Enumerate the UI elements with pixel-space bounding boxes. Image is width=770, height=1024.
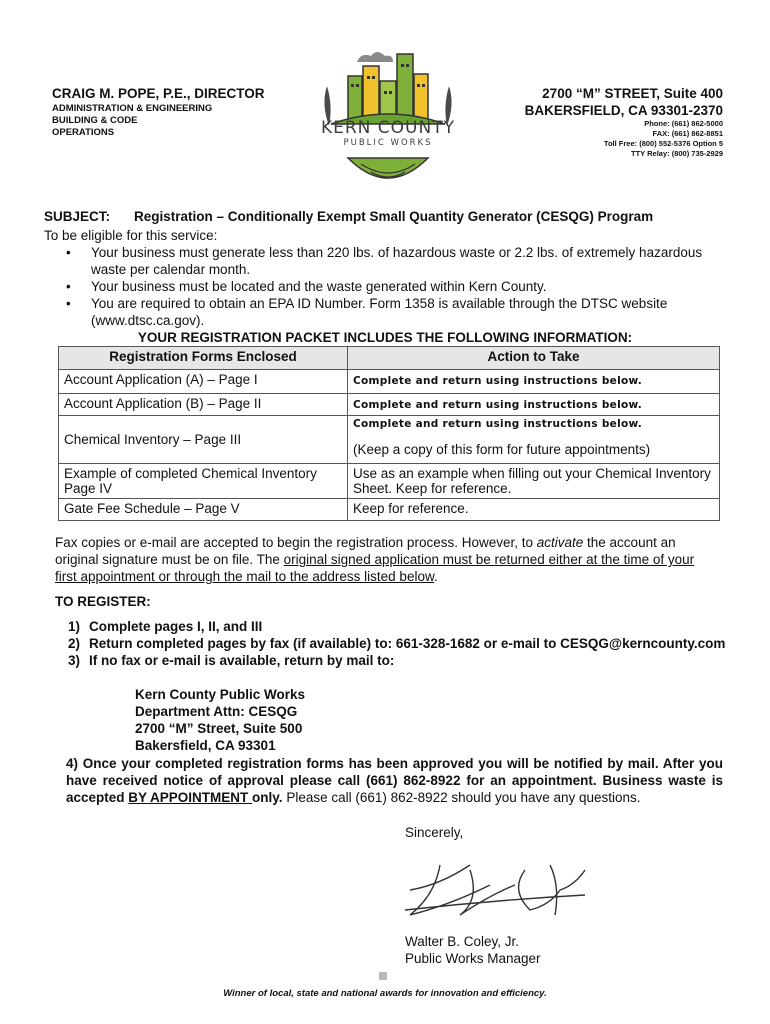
table-row <box>59 499 720 521</box>
steps-list <box>55 618 735 669</box>
list-item: • You are required to obtain an EPA ID Number. Form 1358 is available through the DTSC website (www.dtsc.ca.gov). <box>44 295 734 329</box>
logo-subtitle: PUBLIC WORKS <box>343 138 433 148</box>
list-item <box>55 635 735 652</box>
step4-bold-end: only. <box>252 790 283 805</box>
step-number: 1) <box>68 619 81 634</box>
action-bold: Complete and return using instructions below. <box>353 399 643 411</box>
eligibility-intro: To be eligible for this service: <box>44 228 218 243</box>
signature-image <box>400 850 600 930</box>
eligibility-list <box>44 244 734 329</box>
step4-plain: Please call (661) 862-8922 should you have any questions. <box>282 790 641 805</box>
dept-line: ADMINISTRATION & ENGINEERING <box>52 103 213 114</box>
action-text: (Keep a copy of this form for future appointments) <box>353 442 651 457</box>
list-item: • Your business must generate less than 220 lbs. of hazardous waste or 2.2 lbs. of extremely hazardous waste per calendar month. <box>44 244 734 278</box>
list-item: • Your business must be located and the waste generated within Kern County. <box>44 278 734 295</box>
action-cell <box>348 394 720 416</box>
address-line-2: BAKERSFIELD, CA 93301-2370 <box>524 103 723 118</box>
mail-line: Bakersfield, CA 93301 <box>135 738 276 753</box>
fax-note-italic: activate <box>536 535 584 550</box>
column-header: Action to Take <box>348 347 720 370</box>
kern-county-logo <box>313 46 463 191</box>
step-text: If no fax or e-mail is available, return by mail to: <box>89 653 395 668</box>
eligibility-section <box>44 227 734 329</box>
signer-name: Walter B. Coley, Jr. <box>405 934 520 949</box>
subject-label: SUBJECT: <box>44 209 111 224</box>
action-cell <box>348 416 720 464</box>
mail-line: 2700 “M” Street, Suite 500 <box>135 721 303 736</box>
step-text: Return completed pages by fax (if available) to: 661-328-1682 or e-mail to CESQG@kerncounty.com <box>89 636 726 651</box>
packet-title: YOUR REGISTRATION PACKET INCLUDES THE FOLLOWING INFORMATION: <box>137 330 633 345</box>
registration-table <box>58 346 720 521</box>
dept-line: BUILDING & CODE <box>52 115 138 126</box>
action-cell <box>348 370 720 394</box>
table-row <box>59 464 720 499</box>
dept-line: OPERATIONS <box>52 127 115 138</box>
list-item <box>55 652 735 669</box>
step4-bold: 4) Once your completed registration forms has been approved you will be notified by mail. After you have received notice of approval please call (661) 862-8922 for an appointment. Business waste is accepted <box>66 756 723 805</box>
fax-note <box>55 534 715 585</box>
form-cell: Account Application (A) – Page I <box>59 370 348 394</box>
fax-note-underlined: original signed application must be returned either at the time of your first appointment or through the mail to the address listed below <box>55 552 695 584</box>
table-row <box>59 416 720 464</box>
step-four <box>66 755 723 806</box>
table-header-row <box>59 347 720 370</box>
action-cell: Keep for reference. <box>348 499 720 521</box>
list-item <box>55 618 735 635</box>
toll-free: Toll Free: (800) 552-5376 Option 5 <box>603 139 723 148</box>
step-number: 2) <box>68 636 81 651</box>
fax-note-text: the account an original signature must be on file. The <box>55 535 676 567</box>
fax-note-end: . <box>433 569 438 584</box>
fax: FAX: (661) 862-8851 <box>652 129 723 138</box>
mail-address <box>135 686 305 754</box>
footer-tagline: Winner of local, state and national awards for innovation and efficiency. <box>223 988 547 999</box>
phone: Phone: (661) 862-5000 <box>644 119 723 128</box>
subject-text: Registration – Conditionally Exempt Small Quantity Generator (CESQG) Program <box>134 209 654 224</box>
register-steps <box>55 618 735 669</box>
step4-underlined: BY APPOINTMENT <box>128 790 253 805</box>
register-heading: TO REGISTER: <box>55 594 151 609</box>
form-cell: Example of completed Chemical Inventory Page IV <box>59 464 348 499</box>
form-cell: Gate Fee Schedule – Page V <box>59 499 348 521</box>
mail-line: Kern County Public Works <box>135 687 306 702</box>
column-header: Registration Forms Enclosed <box>59 347 348 370</box>
fax-note-text: Fax copies or e-mail are accepted to begin the registration process. However, to <box>55 535 537 550</box>
action-bold: Complete and return using instructions below. <box>353 375 643 387</box>
logo-title: KERN COUNTY <box>320 118 455 138</box>
table-row <box>59 370 720 394</box>
footer-square-icon <box>379 972 387 980</box>
director-name: CRAIG M. POPE, P.E., DIRECTOR <box>52 86 265 101</box>
step-text: Complete pages I, II, and III <box>89 619 263 634</box>
tty-relay: TTY Relay: (800) 735-2929 <box>631 149 723 158</box>
signer-title: Public Works Manager <box>405 951 541 966</box>
table-row <box>59 394 720 416</box>
action-bold: Complete and return using instructions below. <box>353 418 643 430</box>
mail-line: Department Attn: CESQG <box>135 704 298 719</box>
form-cell: Account Application (B) – Page II <box>59 394 348 416</box>
address-line-1: 2700 “M” STREET, Suite 400 <box>542 86 723 101</box>
sincerely: Sincerely, <box>405 825 464 840</box>
action-cell: Use as an example when filling out your Chemical Inventory Sheet. Keep for reference. <box>348 464 720 499</box>
subject-line <box>44 209 653 224</box>
step-number: 3) <box>68 653 81 668</box>
form-cell: Chemical Inventory – Page III <box>59 416 348 464</box>
